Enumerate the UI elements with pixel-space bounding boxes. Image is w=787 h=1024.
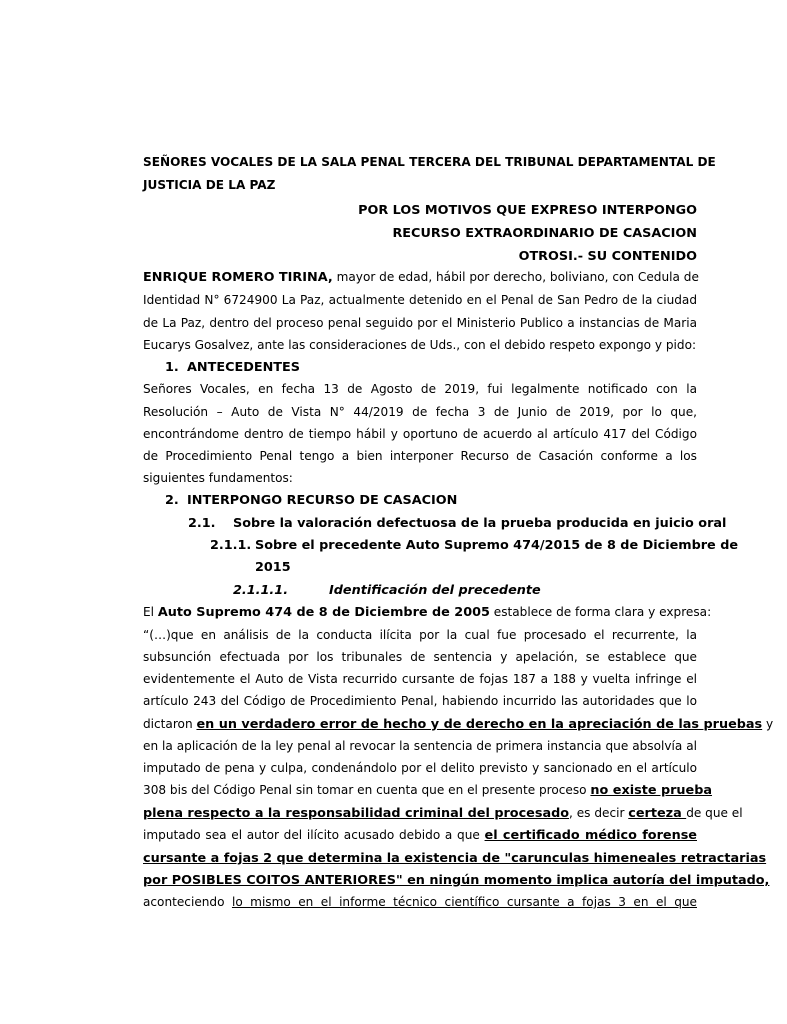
body-line: por POSIBLES COITOS ANTERIORES" en ningún momento implica autoría del imputado,: [143, 873, 770, 888]
body-line: artículo 243 del Código de Procedimiento Penal, habiendo incurrido las autoridades que lo: [143, 694, 697, 708]
subsection-number: 2.1.1.1.: [233, 583, 289, 598]
body-text: imputado sea el autor del ilícito acusado debido a que: [143, 828, 485, 842]
body-line: [143, 602, 712, 623]
subsection-heading: [188, 513, 742, 534]
emphasis-text: en un verdadero error de hecho y de derecho en la apreciación de las pruebas: [196, 717, 763, 732]
body-line: subsunción efectuada por los tribunales de sentencia y apelación, se establece que: [143, 650, 697, 664]
body-line: encontrándome dentro de tiempo hábil y oportuno de acuerdo al artículo 417 del Código: [143, 427, 697, 441]
section-title: ANTECEDENTES: [187, 360, 300, 375]
emphasis-text: certeza: [628, 806, 687, 821]
sumilla-line: RECURSO EXTRAORDINARIO DE CASACION: [392, 226, 697, 241]
body-text: y: [762, 717, 774, 731]
body-text: establece de forma clara y expresa:: [489, 605, 712, 619]
emphasis-text: no existe prueba: [590, 783, 713, 798]
intro-line: Eucarys Gosalvez, ante las consideraciones de Uds., con el debido respeto expongo y pido:: [143, 338, 697, 352]
citation-text: Auto Supremo 474 de 8 de Diciembre de 2005: [157, 605, 490, 620]
body-line: en la aplicación de la ley penal al revocar la sentencia de primera instancia que absolvía al: [143, 739, 697, 753]
section-title: INTERPONGO RECURSO DE CASACION: [187, 493, 458, 508]
body-line: [143, 892, 697, 913]
body-text: 308 bis del Código Penal sin tomar en cuenta que en el presente proceso: [143, 783, 591, 797]
section-heading: [165, 357, 719, 378]
body-text: de que el: [686, 806, 743, 820]
body-line: evidentemente el Auto de Vista recurrido cursante de fojas 187 a 188 y vuelta infringe el: [143, 672, 697, 686]
intro-text: mayor de edad, hábil por derecho, boliviano, con Cedula de: [332, 270, 699, 284]
subsection-title: Sobre el precedente Auto Supremo 474/2015 de 8 de Diciembre de: [255, 538, 739, 553]
body-line: [143, 714, 774, 735]
intro-line: de La Paz, dentro del proceso penal seguido por el Ministerio Publico a instancias de Maria: [143, 316, 697, 330]
emphasis-text: plena respecto a la responsabilidad criminal del procesado: [143, 806, 570, 821]
heading-line: JUSTICIA DE LA PAZ: [143, 178, 276, 192]
sumilla-line: POR LOS MOTIVOS QUE EXPRESO INTERPONGO: [358, 203, 697, 218]
body-line: [143, 780, 713, 801]
subsection-number: 2.1.: [188, 516, 216, 531]
underlined-text: lo mismo en el informe técnico científico cursante a fojas 3 en el que: [231, 895, 697, 909]
body-line: [143, 803, 743, 824]
body-line: imputado de pena y culpa, condenándolo por el delito previsto y sancionado en el artículo: [143, 761, 697, 775]
subsection-number: 2.1.1.: [210, 538, 252, 553]
body-line: “(…)que en análisis de la conducta ilícita por la cual fue procesado el recurrente, la: [143, 628, 697, 642]
subsection-title: Identificación del precedente: [329, 583, 541, 598]
body-text: El: [143, 605, 158, 619]
subsection-heading-cont: 2015: [255, 560, 291, 575]
party-name: ENRIQUE ROMERO TIRINA,: [143, 270, 333, 285]
body-line: cursante a fojas 2 que determina la existencia de "carunculas himeneales retractarias: [143, 851, 767, 866]
intro-line: Identidad N° 6724900 La Paz, actualmente detenido en el Penal de San Pedro de la ciudad: [143, 293, 697, 307]
intro-line: [143, 267, 697, 288]
body-text: , es decir: [569, 806, 629, 820]
subsection-heading: [233, 580, 787, 601]
section-number: 1.: [165, 360, 179, 375]
section-number: 2.: [165, 493, 179, 508]
body-line: Señores Vocales, en fecha 13 de Agosto de 2019, fui legalmente notificado con la: [143, 382, 697, 396]
emphasis-text: el certificado médico forense: [484, 828, 697, 843]
body-line: de Procedimiento Penal tengo a bien interponer Recurso de Casación conforme a los: [143, 449, 697, 463]
subsection-title: Sobre la valoración defectuosa de la prueba producida en juicio oral: [233, 516, 727, 531]
body-text: dictaron: [143, 717, 197, 731]
heading-line: SEÑORES VOCALES DE LA SALA PENAL TERCERA DEL TRIBUNAL DEPARTAMENTAL DE: [143, 155, 716, 169]
subsection-heading: [210, 535, 739, 556]
body-line: siguientes fundamentos:: [143, 471, 293, 485]
section-heading: [165, 490, 719, 511]
body-text: aconteciendo: [143, 895, 232, 909]
sumilla-line: OTROSI.- SU CONTENIDO: [518, 249, 697, 264]
body-line: [143, 825, 697, 846]
body-line: Resolución – Auto de Vista N° 44/2019 de fecha 3 de Junio de 2019, por lo que,: [143, 405, 697, 419]
